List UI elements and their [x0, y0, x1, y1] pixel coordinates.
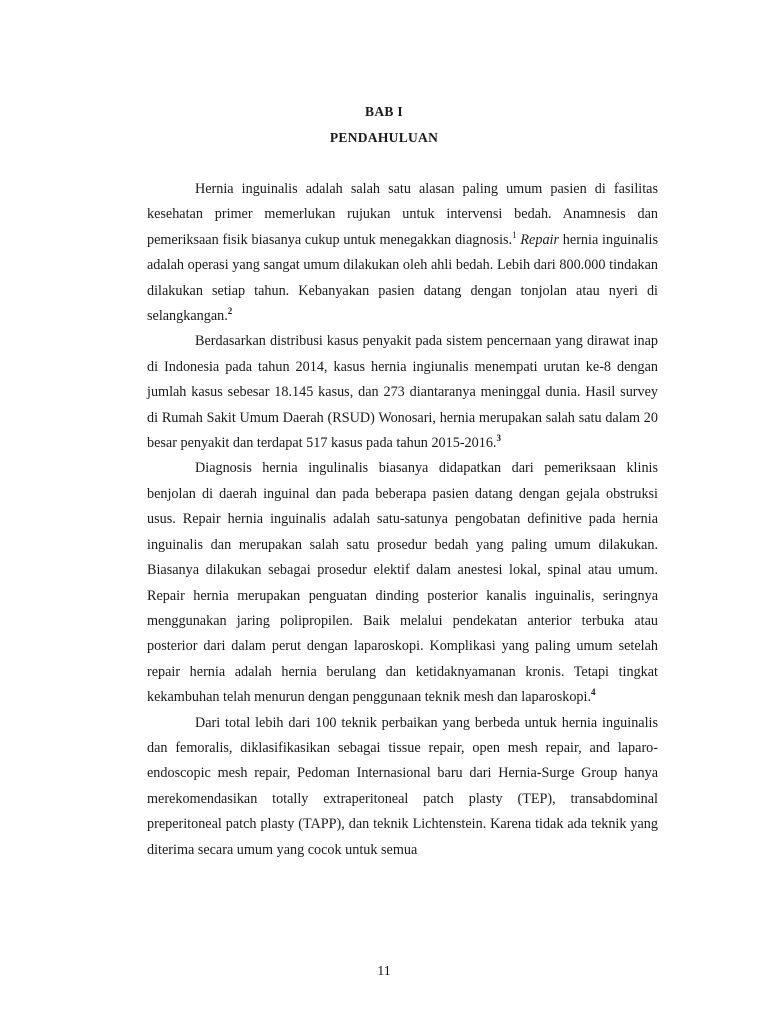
- page-number: 11: [377, 964, 391, 979]
- citation-2: 2: [227, 306, 233, 317]
- paragraph-2: [147, 329, 658, 456]
- paragraph-1-text-b: hernia inguinalis adalah operasi yang sangat umum dilakukan oleh ahli bedah. Lebih dari 800.000 tindakan dilakukan setiap tahun. Kebanyakan pasien datang dengan tonjolan atau nyeri di selangkangan.: [147, 231, 658, 325]
- chapter-heading: BAB I: [365, 104, 403, 119]
- citation-1: 1: [512, 229, 517, 240]
- citation-3: 3: [496, 433, 501, 444]
- italic-term-repair: Repair: [520, 231, 560, 248]
- paragraph-1-text-a: Hernia inguinalis adalah salah satu alasan paling umum pasien di fasilitas kesehatan primer memerlukan rujukan untuk intervensi bedah. Anamnesis dan pemeriksaan fisik biasanya cukup untuk menegakkan diagnosis.: [147, 181, 658, 248]
- paragraph-3: [147, 456, 658, 710]
- paragraph-3-text: Diagnosis hernia ingulinalis biasanya didapatkan dari pemeriksaan klinis benjolan di daerah inguinal dan pada beberapa pasien datang dengan gejala obstruksi usus. Repair hernia inguinalis adalah satu-satunya pengobatan definitive pada hernia inguinalis dan merupakan salah satu prosedur bedah yang paling umum dilakukan. Biasanya dilakukan sebagai prosedur elektif dalam anestesi lokal, spinal atau umum. Repair hernia merupakan penguatan dinding posterior kanalis inguinalis, seringnya menggunakan jaring polipropilen. Baik melalui pendekatan anterior terbuka atau posterior dari dalam perut dengan laparoskopi. Komplikasi yang paling umum setelah repair hernia adalah hernia berulang dan ketidaknyamanan kronis. Tetapi tingkat kekambuhan telah menurun dengan penggunaan teknik mesh dan laparoskopi.: [147, 460, 658, 706]
- chapter-title: PENDAHULUAN: [329, 130, 439, 145]
- paragraph-1: [147, 177, 658, 329]
- body-text: [147, 177, 658, 863]
- citation-4: 4: [591, 687, 596, 698]
- paragraph-2-text: Berdasarkan distribusi kasus penyakit pada sistem pencernaan yang dirawat inap di Indonesia pada tahun 2014, kasus hernia ingiunalis menempati urutan ke-8 dengan jumlah kasus sebesar 18.145 kasus, dan 273 diantaranya meninggal dunia. Hasil survey di Rumah Sakit Umum Daerah (RSUD) Wonosari, hernia merupakan salah satu dalam 20 besar penyakit dan terdapat 517 kasus pada tahun 2015-2016.: [147, 333, 658, 452]
- paragraph-4: [147, 711, 658, 863]
- paragraph-4-text: Dari total lebih dari 100 teknik perbaikan yang berbeda untuk hernia inguinalis dan femoralis, diklasifikasikan sebagai tissue repair, open mesh repair, and laparo-endoscopic mesh repair, Pedoman Internasional baru dari Hernia-Surge Group hanya merekomendasikan totally extraperitoneal patch plasty (TEP), transabdominal preperitoneal patch plasty (TAPP), dan teknik Lichtenstein. Karena tidak ada teknik yang diterima secara umum yang cocok untuk semua: [147, 714, 658, 858]
